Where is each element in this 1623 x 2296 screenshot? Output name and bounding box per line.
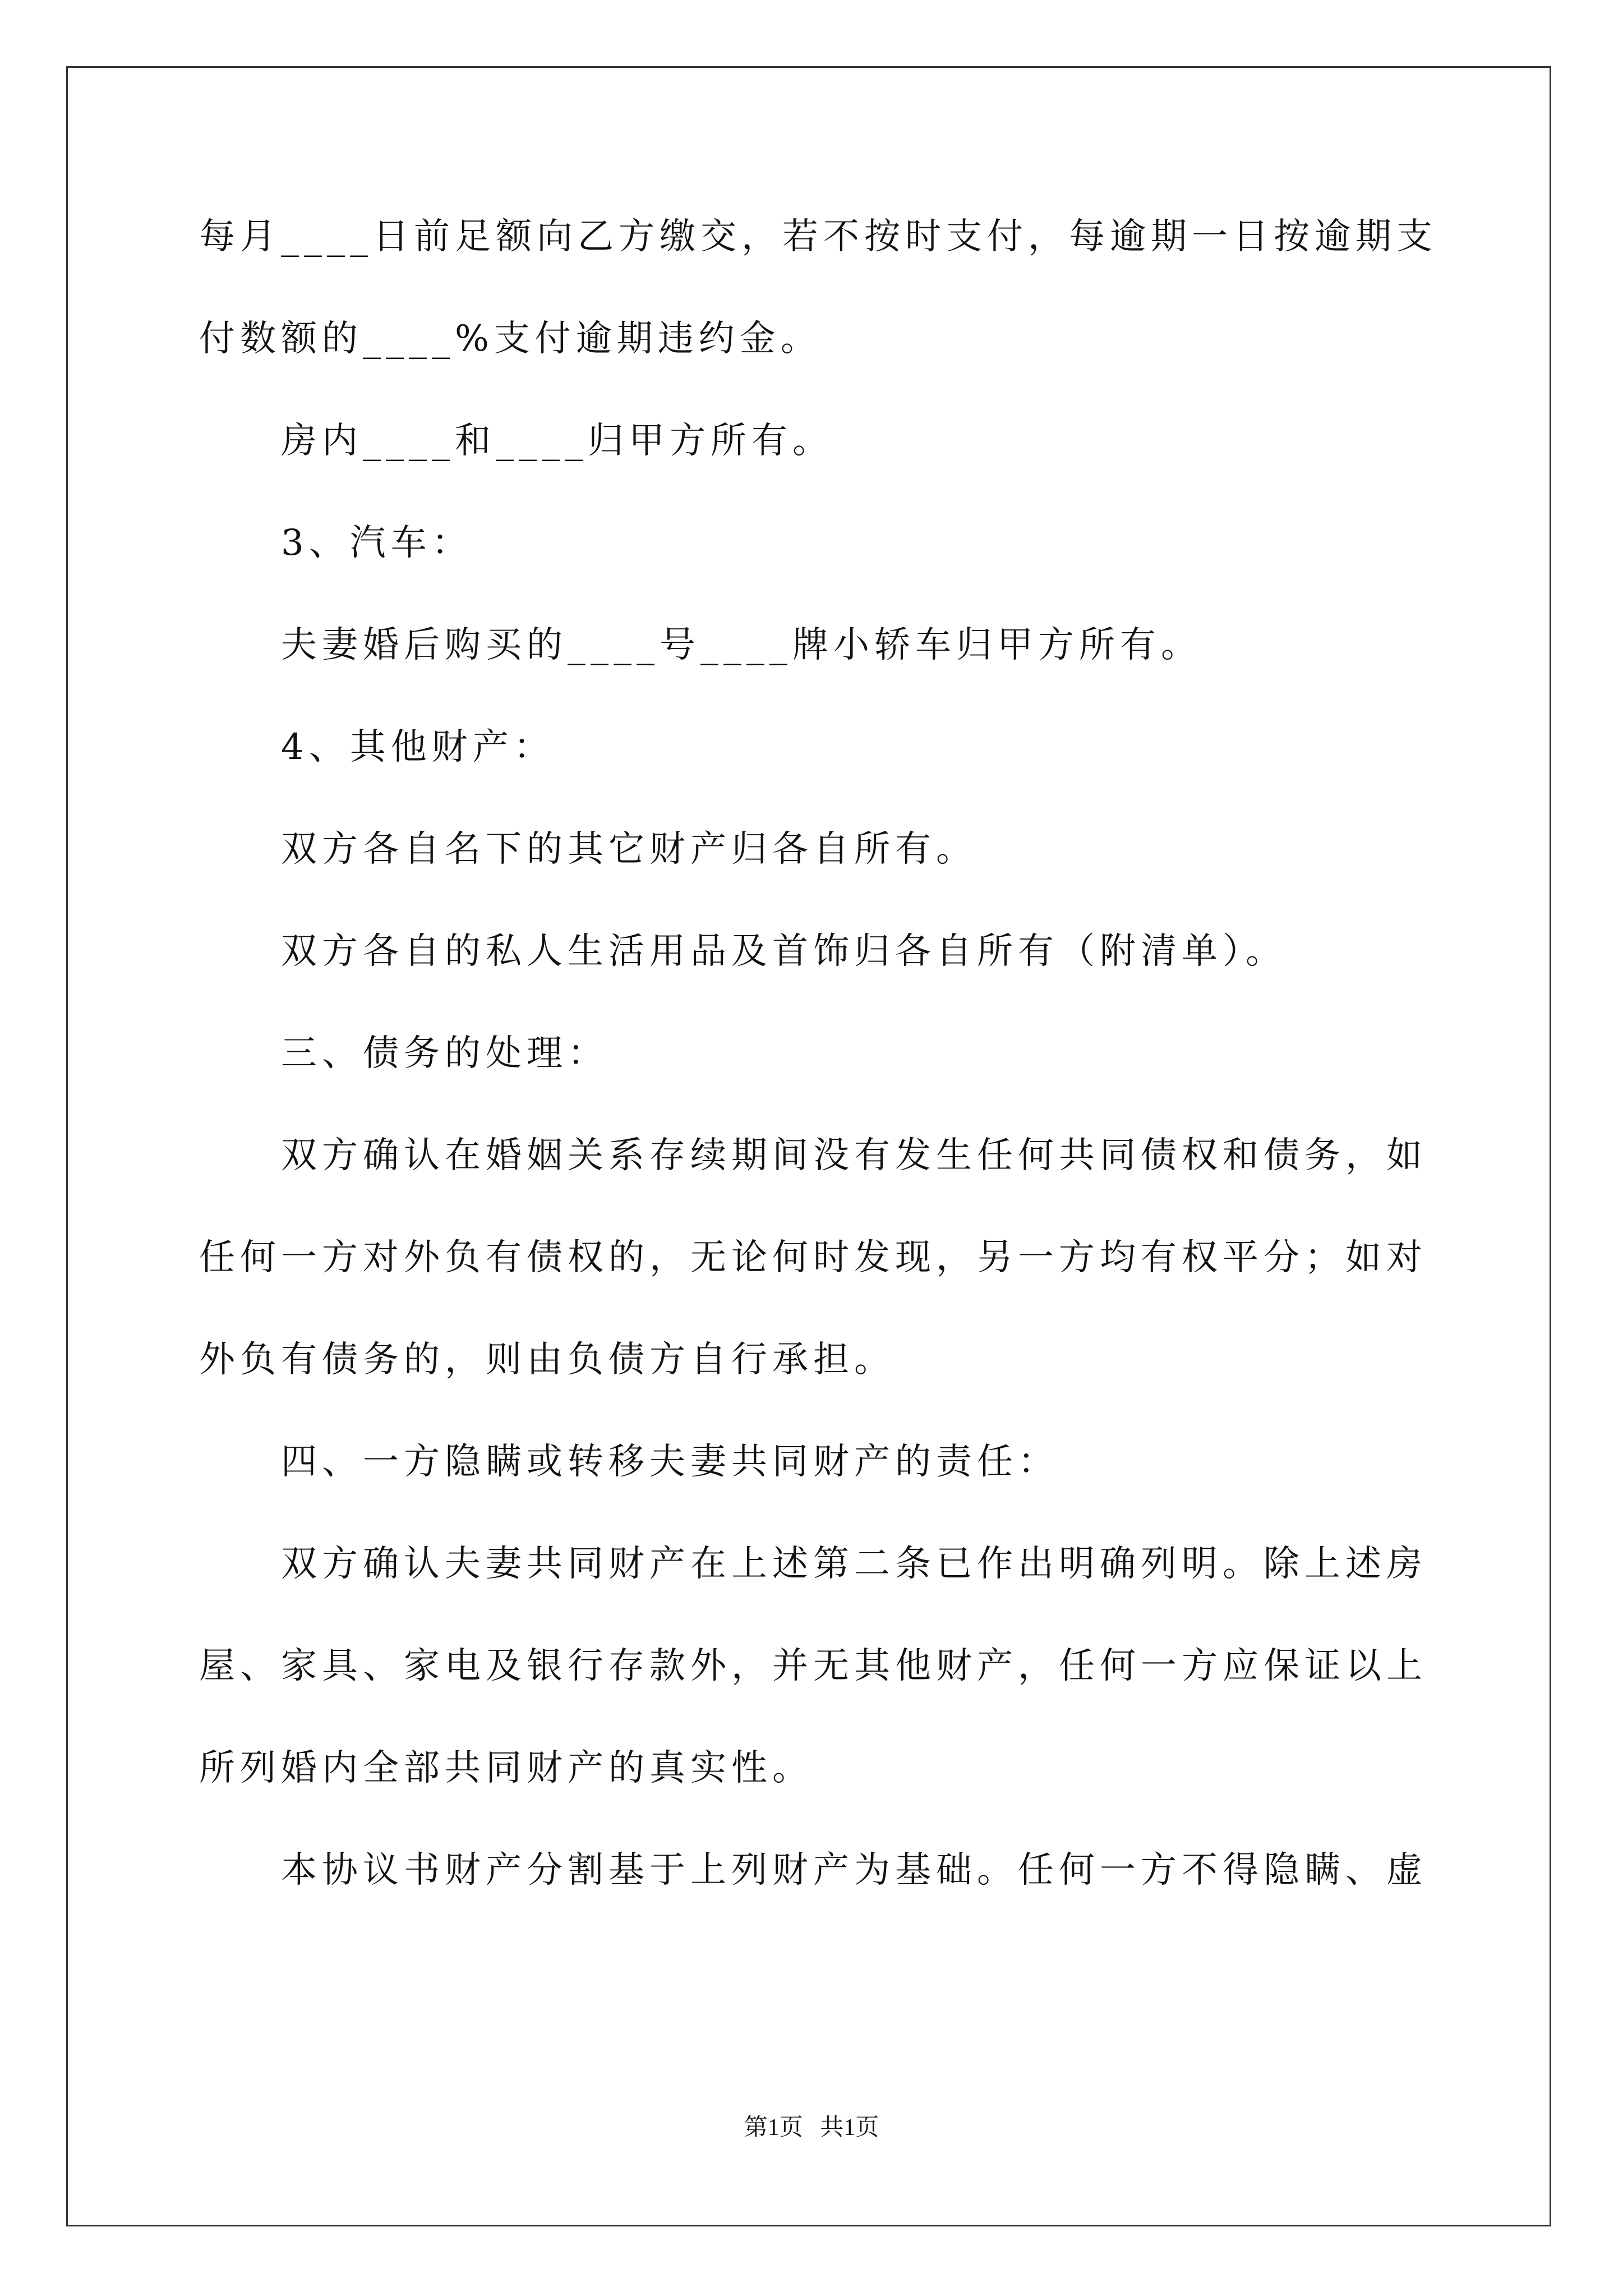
- section-heading: 三、债务的处理：: [281, 1033, 608, 1074]
- text-line: 本协议书财产分割基于上列财产为基础。任何一方不得隐瞒、虚: [281, 1849, 1427, 1891]
- text-line: 双方各自的私人生活用品及首饰归各自所有（附清单）。: [281, 931, 1287, 972]
- section-heading: 4、其他财产：: [281, 726, 555, 768]
- text-line: 屋、家具、家电及银行存款外，并无其他财产，任何一方应保证以上: [199, 1645, 1427, 1687]
- text-line: 房内____和____归甲方所有。: [281, 420, 833, 462]
- text-line: 付数额的____%支付逾期违约金。: [199, 318, 822, 360]
- text-line: 双方确认在婚姻关系存续期间没有发生任何共同债权和债务，如: [281, 1135, 1427, 1176]
- page-footer: [0, 2116, 1623, 2139]
- page-number-current: 第1页: [744, 2115, 803, 2141]
- page-number-total: 共1页: [820, 2115, 879, 2141]
- text-line: 每月____日前足额向乙方缴交，若不按时支付，每逾期一日按逾期支: [199, 216, 1437, 257]
- text-line: 双方确认夫妻共同财产在上述第二条已作出明确列明。除上述房: [281, 1543, 1427, 1585]
- section-heading: 四、一方隐瞒或转移夫妻共同财产的责任：: [281, 1441, 1059, 1483]
- section-heading: 3、汽车：: [281, 522, 473, 564]
- text-line: 任何一方对外负有债权的，无论何时发现，另一方均有权平分；如对: [199, 1237, 1427, 1278]
- text-line: 所列婚内全部共同财产的真实性。: [199, 1747, 813, 1789]
- text-line: 双方各自名下的其它财产归各自所有。: [281, 829, 977, 870]
- text-line: 外负有债务的，则由负债方自行承担。: [199, 1339, 895, 1381]
- text-line: 夫妻婚后购买的____号____牌小轿车归甲方所有。: [281, 624, 1202, 666]
